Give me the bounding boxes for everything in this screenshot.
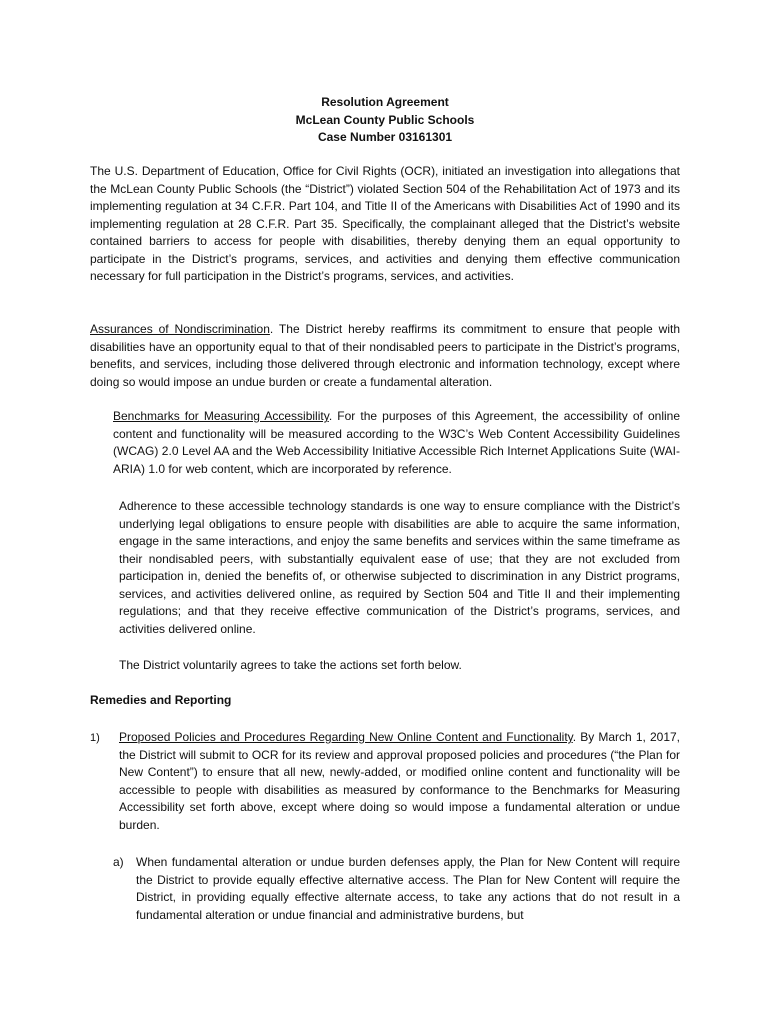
benchmarks-heading: Benchmarks for Measuring Accessibility — [113, 409, 329, 423]
item-1a-paragraph: When fundamental alteration or undue burden defenses apply, the Plan for New Content will require the District to provide equally effective alternative access. The Plan for New Content will require the District, in providing equally effective alternate access, to take any actions that do not result in a fundamental alteration or undue financial and administrative burdens, but — [136, 855, 680, 922]
item-1-number: 1) — [90, 732, 100, 744]
intro-paragraph: The U.S. Department of Education, Office for Civil Rights (OCR), initiated an investigation into allegations that the McLean County Public Schools (the “District”) violated Section 504 of the Rehabilitation Act of 1973 and its implementing regulation at 34 C.F.R. Part 104, and Title II of the Americans with Disabilities Act of 1990 and its implementing regulation at 28 C.F.R. Part 35. Specifically, the complainant alleged that the District’s website contained barriers to access for people with disabilities, thereby denying them an equal opportunity to participate in the District’s programs, services, and activities and denying them effective communication necessary for full participation in the District’s programs, services, and activities. — [90, 164, 680, 283]
benchmarks-text: . For the purposes of this Agreement, the accessibility of online content and functionality will be measured according to the W3C’s Web Content Accessibility Guidelines (WCAG) 2.0 Level AA and the Web Accessibility Initiative Accessible Rich Internet Applications Suite (WAI-ARIA) 1.0 for web content, which are incorporated by reference. — [113, 409, 680, 476]
item-1-text: . By March 1, 2017, the District will submit to OCR for its review and approval proposed policies and procedures (“the Plan for New Content”) to ensure that all new, newly-added, or modified online content and functionality will be accessible to people with disabilities as measured by conformance to the Benchmarks for Measuring Accessibility set forth above, except where doing so would impose a fundamental alteration or undue burden. — [119, 730, 680, 832]
adherence-paragraph: Adherence to these accessible technology standards is one way to ensure compliance with the District’s underlying legal obligations to ensure people with disabilities are able to acquire the same information, engage in the same interactions, and enjoy the same benefits and services within the same timeframe as their nondisabled peers, with substantially equivalent ease of use; that they are not excluded from participation in, denied the benefits of, or otherwise subjected to discrimination in any District programs, services, and activities delivered online, as required by Section 504 and Title II and their implementing regulations; and that they receive effective communication of the District’s programs, services, and activities delivered online. — [119, 499, 680, 636]
document-title-block — [0, 94, 770, 147]
item-1-heading: Proposed Policies and Procedures Regarding New Online Content and Functionality — [119, 730, 573, 744]
assurances-heading: Assurances of Nondiscrimination — [90, 322, 270, 336]
voluntary-paragraph: The District voluntarily agrees to take the actions set forth below. — [119, 658, 462, 672]
benchmarks-paragraph — [113, 408, 680, 478]
item-1-paragraph — [119, 729, 680, 834]
item-1a-letter: a) — [113, 855, 124, 869]
title-line-2: McLean County Public Schools — [295, 112, 475, 127]
title-line-1: Resolution Agreement — [321, 95, 449, 109]
assurances-paragraph — [90, 321, 680, 391]
remedies-heading: Remedies and Reporting — [90, 693, 232, 707]
title-line-3: Case Number 03161301 — [317, 130, 453, 144]
assurances-text: . The District hereby reaffirms its commitment to ensure that people with disabilities have an opportunity equal to that of their nondisabled peers to participate in the District’s programs, benefits, and services, including those delivered through electronic and information technology, except where doing so would impose an undue burden or create a fundamental alteration. — [90, 322, 680, 389]
